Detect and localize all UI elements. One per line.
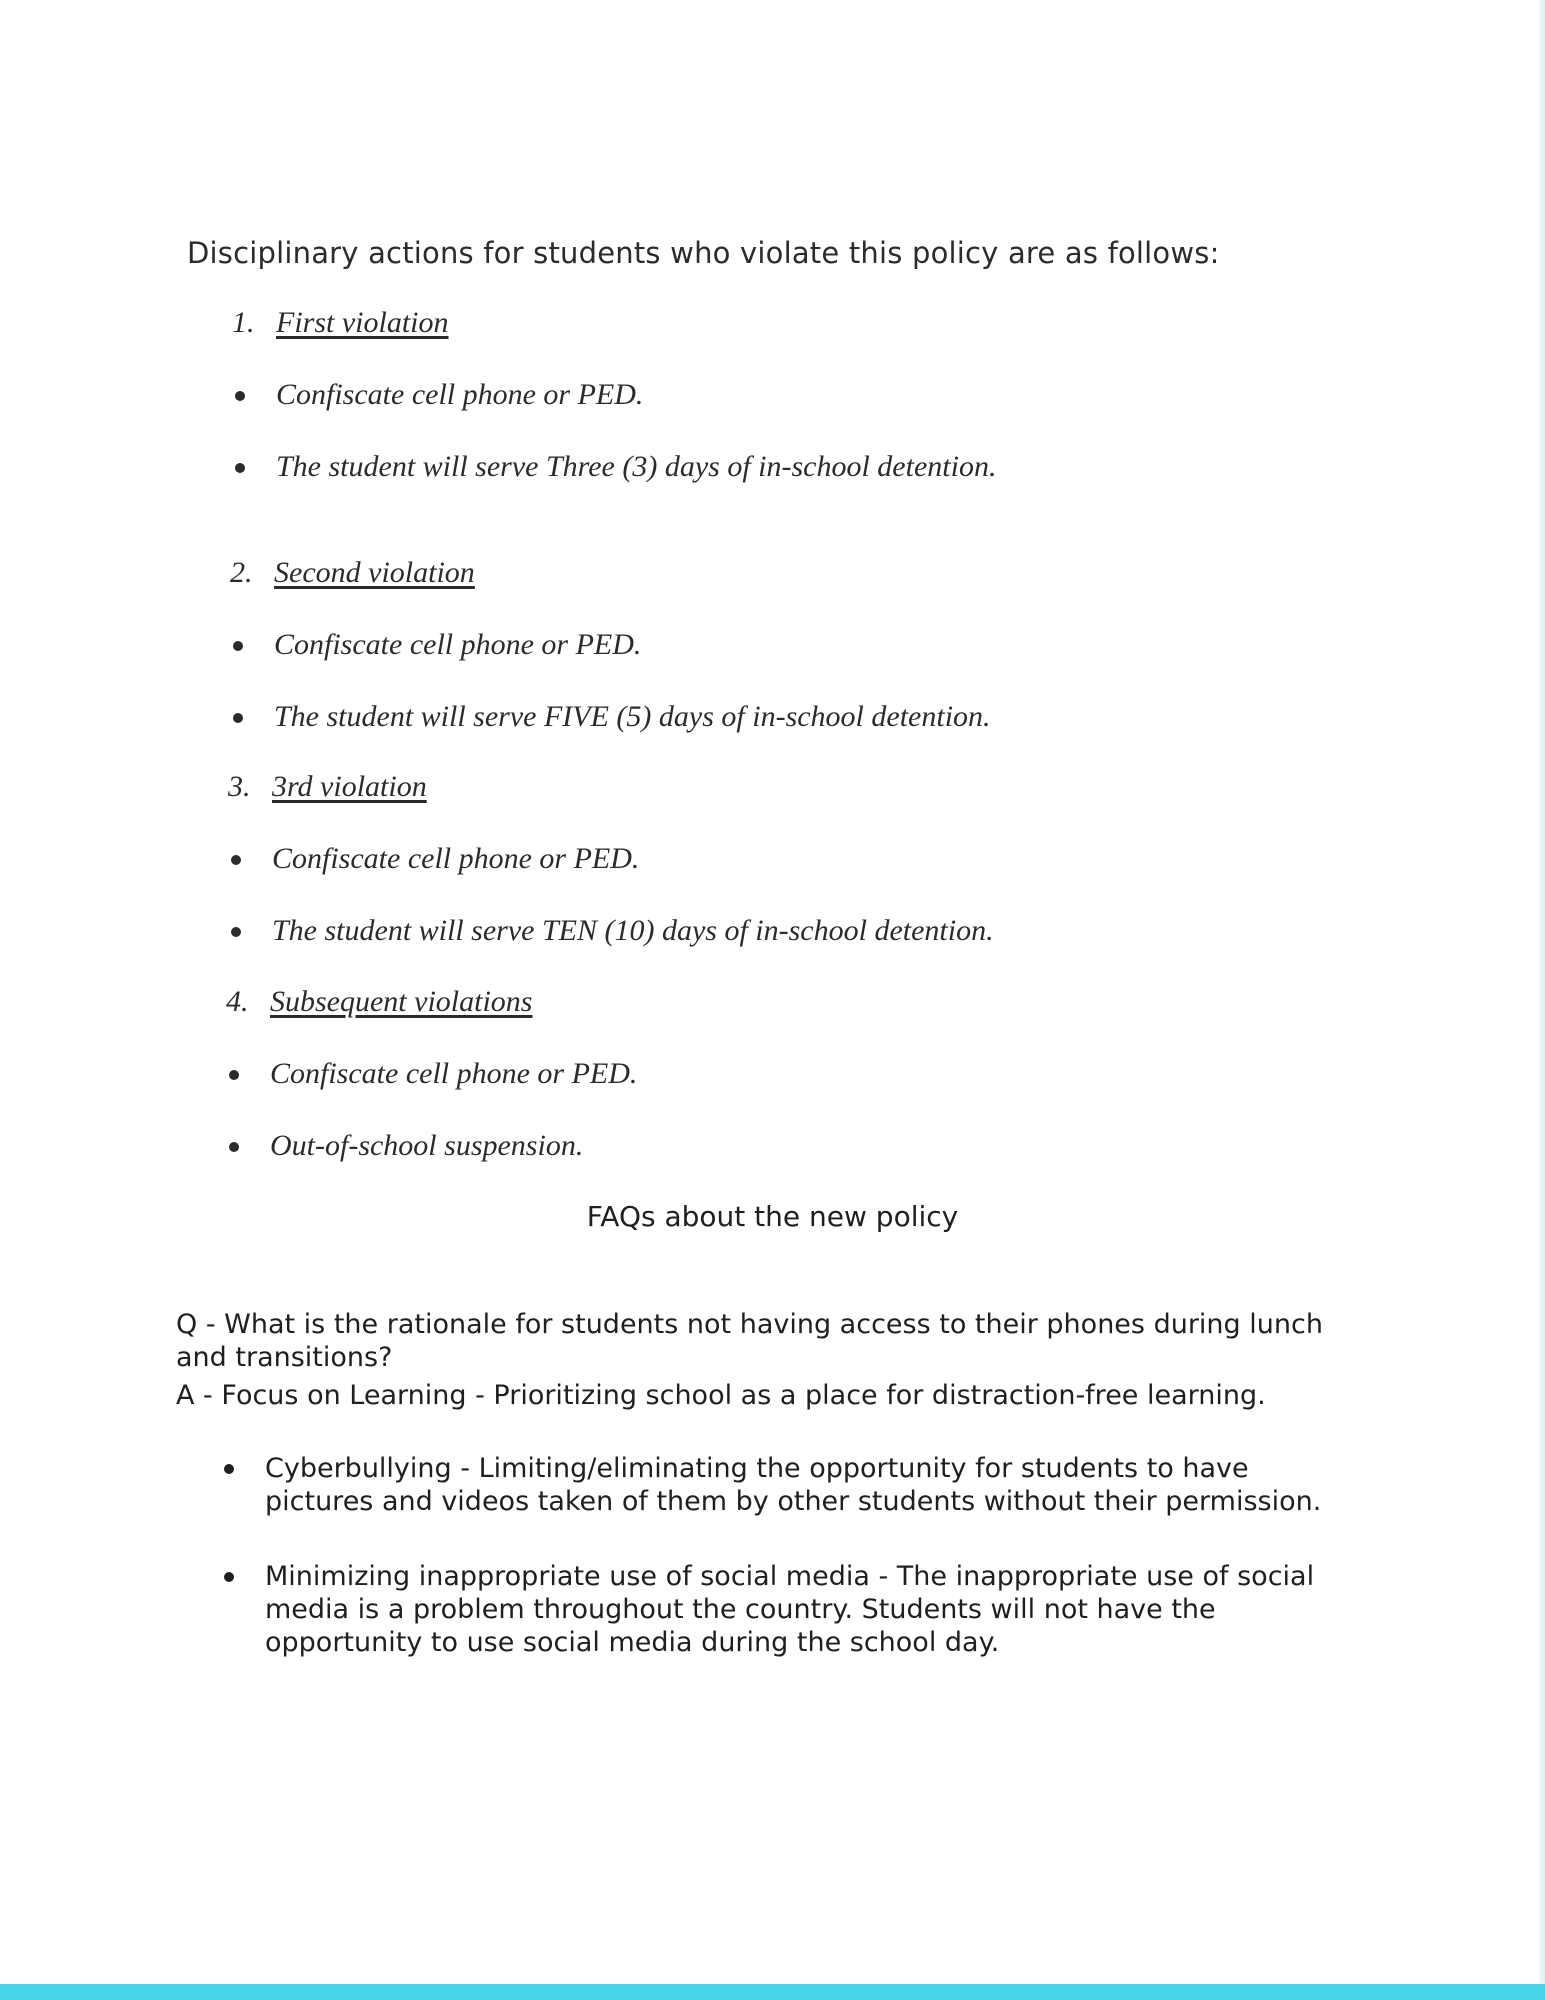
list-item: [274, 700, 991, 734]
scan-edge-bottom: [0, 1984, 1545, 2000]
list-item: [270, 1057, 637, 1091]
violation-heading-2: [230, 556, 475, 590]
bullet-icon: [224, 1464, 234, 1474]
bullet-icon: [224, 1572, 234, 1582]
violation-title: First violation: [276, 306, 449, 339]
bullet-icon: [235, 391, 245, 401]
list-item: [276, 378, 643, 412]
bullet-icon: [233, 641, 243, 651]
list-item-text: The student will serve Three (3) days of in-school detention.: [276, 450, 997, 483]
list-item-text: The student will serve TEN (10) days of in-school detention.: [272, 914, 994, 947]
list-item-text: The student will serve FIVE (5) days of in-school detention.: [274, 700, 991, 733]
bullet-icon: [229, 1070, 239, 1080]
bullet-icon: [233, 713, 243, 723]
bullet-icon: [231, 855, 241, 865]
list-item: [274, 628, 641, 662]
list-item: [272, 914, 994, 948]
list-item: [270, 1129, 583, 1163]
list-item: [265, 1560, 1345, 1659]
list-item-text: Minimizing inappropriate use of social media - The inappropriate use of social media is a problem throughout the country. Students will not have the opportunity to use social media during the school day.: [265, 1561, 1315, 1658]
faq-question: Q - What is the rationale for students not having access to their phones during lunch and transitions?: [176, 1309, 1323, 1373]
violation-title: Subsequent violations: [270, 985, 533, 1018]
bullet-icon: [229, 1142, 239, 1152]
violation-number: 3.: [228, 770, 251, 803]
bullet-icon: [231, 927, 241, 937]
list-item-text: Confiscate cell phone or PED.: [272, 842, 640, 875]
intro-text: Disciplinary actions for students who violate this policy are as follows:: [187, 236, 1220, 270]
scan-edge-right: [1539, 0, 1545, 2000]
violation-heading-1: [232, 306, 449, 340]
list-item: [276, 450, 996, 484]
list-item-text: Out-of-school suspension.: [270, 1129, 584, 1162]
list-item-text: Confiscate cell phone or PED.: [274, 628, 642, 661]
violation-number: 4.: [226, 985, 249, 1018]
list-item-text: Confiscate cell phone or PED.: [276, 378, 644, 411]
violation-heading-4: [226, 985, 532, 1019]
faq-title: FAQs about the new policy: [586, 1200, 959, 1233]
violation-number: 2.: [230, 556, 253, 589]
list-item-text: Confiscate cell phone or PED.: [270, 1057, 638, 1090]
list-item-text: Cyberbullying - Limiting/eliminating the opportunity for students to have pictures and videos taken of them by other students without their permission.: [265, 1453, 1322, 1517]
faq-answer: A - Focus on Learning - Prioritizing school as a place for distraction-free learning.: [176, 1380, 1266, 1411]
list-item: [272, 842, 639, 876]
bullet-icon: [235, 463, 245, 473]
violation-number: 1.: [232, 306, 255, 339]
violation-heading-3: [228, 770, 427, 804]
list-item: [265, 1452, 1345, 1518]
violation-title: Second violation: [274, 556, 475, 589]
violation-title: 3rd violation: [272, 770, 427, 803]
